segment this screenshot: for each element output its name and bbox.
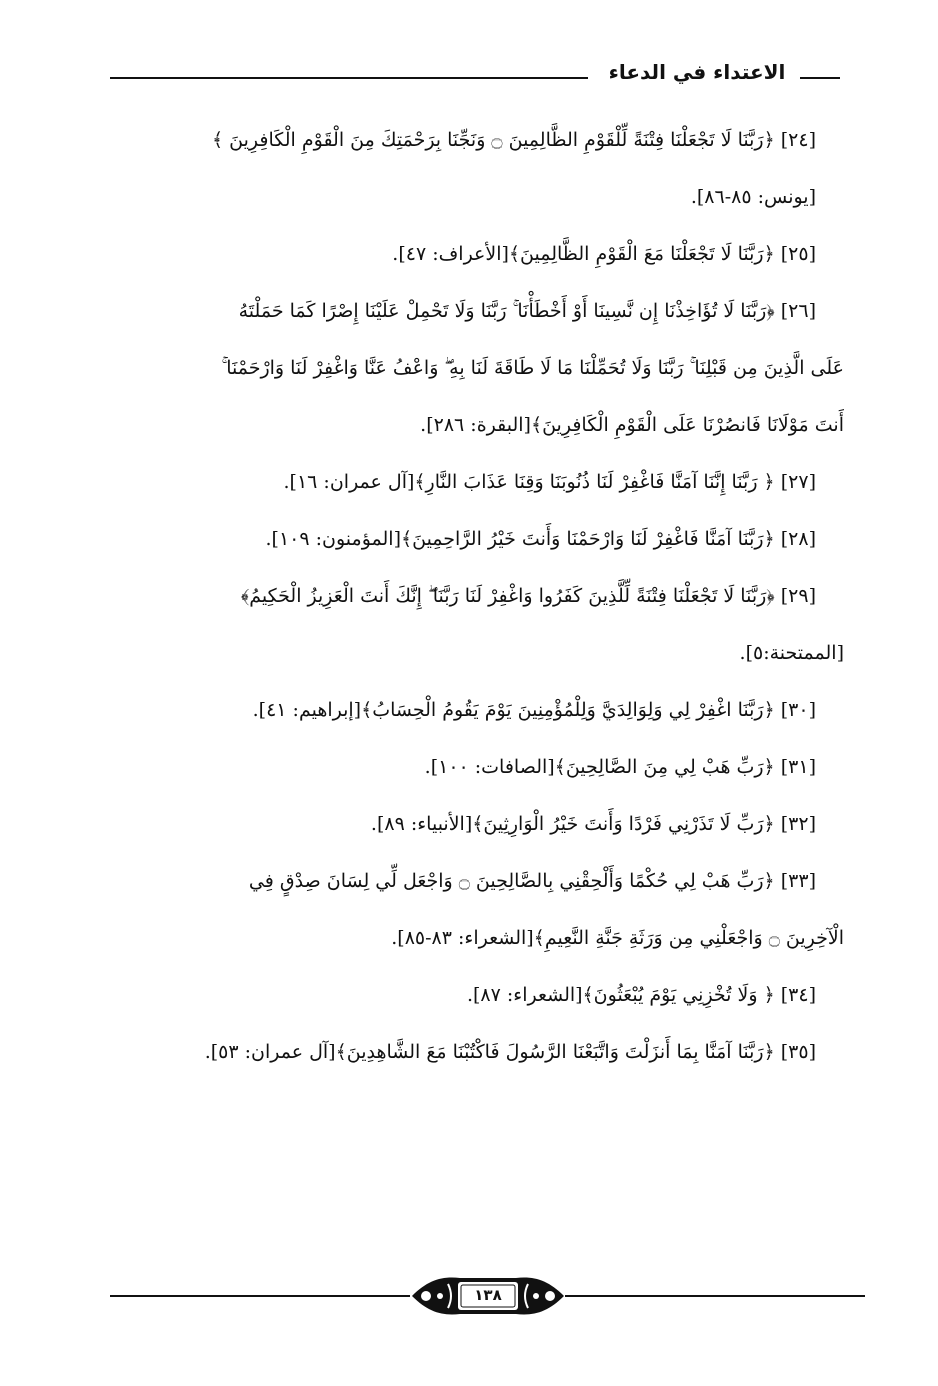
text-line-17: [٣٥] ﴿رَبَّنَا آمَنَّا بِمَا أَنزَلْتَ وَاتَّبَعْنَا الرَّسُولَ فَاكْتُبْنَا مَعَ الشَّاهِدِينَ﴾[آل عمران: ٥٣]. bbox=[204, 1041, 816, 1063]
text-line-4: [٢٦] ﴿رَبَّنَا لَا تُؤَاخِذْنَا إِن نَّسِينَا أَوْ أَخْطَأْنَا ۚ رَبَّنَا وَلَا تَحْمِلْ عَلَيْنَا إِصْرًا كَمَا حَمَلْتَهُ bbox=[238, 300, 816, 322]
text-line-1: [٢٤] ﴿رَبَّنَا لَا تَجْعَلْنَا فِتْنَةً لِّلْقَوْمِ الظَّالِمِينَ ۝ وَنَجِّنَا بِرَحْمَتِكَ مِنَ الْقَوْمِ الْكَافِرِينَ ﴾ bbox=[211, 129, 816, 151]
text-line-12: [٣١] ﴿رَبِّ هَبْ لِي مِنَ الصَّالِحِينَ﴾[الصافات: ١٠٠]. bbox=[424, 756, 816, 778]
running-header bbox=[110, 58, 840, 94]
text-line-10: [الممتحنة:٥]. bbox=[739, 642, 844, 664]
header-rule-right bbox=[800, 77, 840, 79]
text-line-14: [٣٣] ﴿رَبِّ هَبْ لِي حُكْمًا وَأَلْحِقْنِي بِالصَّالِحِينَ ۝ وَاجْعَل لِّي لِسَانَ صِدْقٍ فِي bbox=[248, 870, 816, 892]
page-footer bbox=[110, 1262, 865, 1322]
text-line-3: [٢٥] ﴿رَبَّنَا لَا تَجْعَلْنَا مَعَ الْقَوْمِ الظَّالِمِينَ﴾[الأعراف: ٤٧]. bbox=[392, 243, 816, 265]
text-line-13: [٣٢] ﴿رَبِّ لَا تَذَرْنِي فَرْدًا وَأَنتَ خَيْرُ الْوَارِثِينَ﴾[الأنبياء: ٨٩]. bbox=[370, 813, 816, 835]
text-line-15: الْآخِرِينَ ۝ وَاجْعَلْنِي مِن وَرَثَةِ جَنَّةِ النَّعِيمِ﴾[الشعراء: ٨٣-٨٥]. bbox=[391, 927, 844, 949]
text-line-16: [٣٤] ﴿ وَلَا تُخْزِنِي يَوْمَ يُبْعَثُونَ﴾[الشعراء: ٨٧]. bbox=[466, 984, 816, 1006]
footer-rule-left bbox=[110, 1295, 410, 1297]
footer-rule-right bbox=[565, 1295, 865, 1297]
text-line-2: [يونس: ٨٥-٨٦]. bbox=[690, 186, 816, 208]
text-line-7: [٢٧] ﴿ رَبَّنَا إِنَّنَا آمَنَّا فَاغْفِرْ لَنَا ذُنُوبَنَا وَقِنَا عَذَابَ النَّارِ﴾[آل عمران: ١٦]. bbox=[283, 471, 816, 493]
text-line-9: [٢٩] ﴿رَبَّنَا لَا تَجْعَلْنَا فِتْنَةً لِّلَّذِينَ كَفَرُوا وَاغْفِرْ لَنَا رَبَّنَا ۖ إِنَّكَ أَنتَ الْعَزِيزُ الْحَكِيمُ﴾ bbox=[240, 585, 816, 607]
page-number: ١٣٨ bbox=[474, 1286, 502, 1304]
text-line-11: [٣٠] ﴿رَبَّنَا اغْفِرْ لِي وَلِوَالِدَيَّ وَلِلْمُؤْمِنِينَ يَوْمَ يَقُومُ الْحِسَابُ﴾[إبراهيم: ٤١]. bbox=[252, 699, 816, 721]
header-rule-left bbox=[110, 77, 588, 79]
text-line-8: [٢٨] ﴿رَبَّنَا آمَنَّا فَاغْفِرْ لَنَا وَارْحَمْنَا وَأَنتَ خَيْرُ الرَّاحِمِينَ﴾[المؤمنون: ١٠٩]. bbox=[265, 528, 816, 550]
header-title: الاعتداء في الدعاء bbox=[608, 60, 786, 84]
text-line-5: عَلَى الَّذِينَ مِن قَبْلِنَا ۚ رَبَّنَا وَلَا تُحَمِّلْنَا مَا لَا طَاقَةَ لَنَا بِهِ ۖ وَاعْفُ عَنَّا وَاغْفِرْ لَنَا وَارْحَمْنَا ۚ bbox=[221, 357, 844, 379]
text-line-6: أَنتَ مَوْلَانَا فَانصُرْنَا عَلَى الْقَوْمِ الْكَافِرِينَ﴾[البقرة: ٢٨٦]. bbox=[420, 414, 844, 436]
page-body bbox=[108, 112, 844, 1081]
